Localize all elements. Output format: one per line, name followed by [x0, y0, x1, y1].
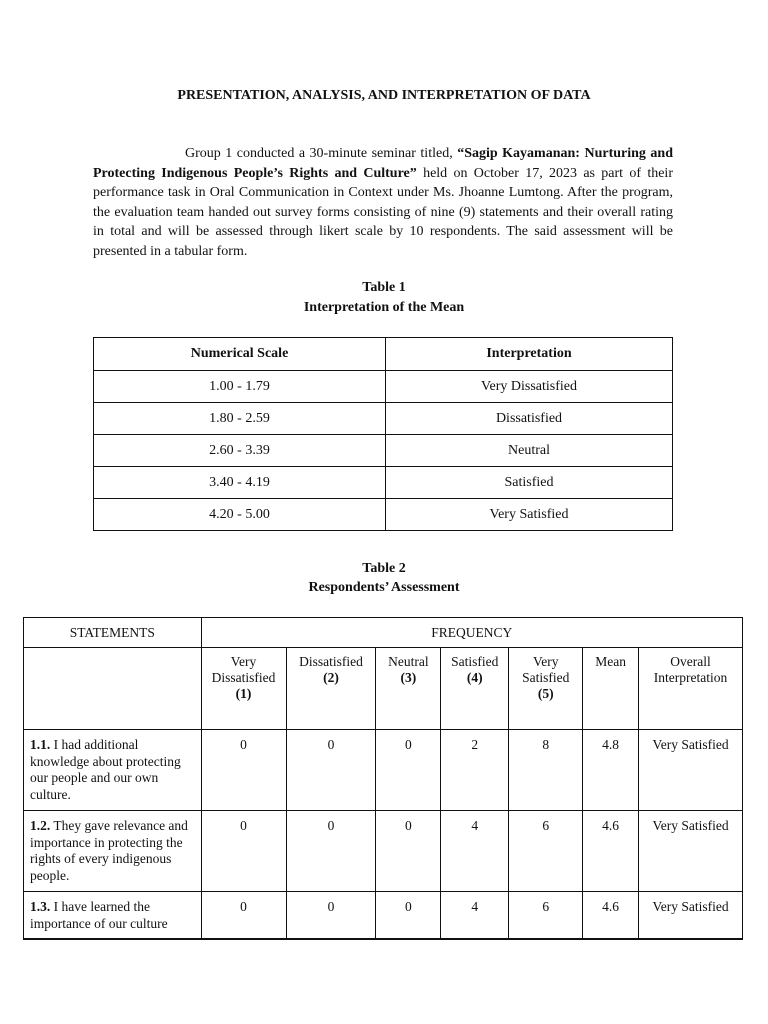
scale-cell: 1.00 - 1.79: [94, 371, 386, 403]
freq-very-dissatisfied: 0: [201, 730, 286, 811]
header-neutral: [376, 648, 441, 730]
column-label: Very Satisfied: [522, 654, 570, 685]
freq-very-dissatisfied: 0: [201, 811, 286, 892]
mean-interpretation-table: [93, 337, 673, 531]
table-header-row: [24, 618, 743, 648]
interpretation-cell: Very Dissatisfied: [386, 371, 673, 403]
interpretation-cell: Dissatisfied: [386, 403, 673, 435]
header-dissatisfied: [286, 648, 376, 730]
freq-neutral: 0: [376, 811, 441, 892]
header-frequency: FREQUENCY: [201, 618, 742, 648]
column-label: Neutral: [388, 654, 429, 669]
table-subheader-row: [24, 648, 743, 730]
respondents-assessment-table: [23, 617, 743, 940]
header-interpretation: Interpretation: [386, 338, 673, 371]
table1-caption-title: Interpretation of the Mean: [303, 300, 465, 315]
column-scale-number: (2): [323, 670, 339, 685]
table-row: [24, 811, 743, 892]
freq-dissatisfied: 0: [286, 892, 376, 940]
header-very-satisfied: [509, 648, 583, 730]
intro-paragraph: [93, 144, 673, 261]
table2-caption-number: Table 2: [362, 561, 406, 576]
column-scale-number: (3): [400, 670, 417, 685]
column-scale-number: (5): [537, 686, 554, 701]
header-numerical-scale: Numerical Scale: [94, 338, 386, 371]
table1-caption-number: Table 1: [362, 280, 406, 295]
scale-cell: 1.80 - 2.59: [94, 403, 386, 435]
interpretation-cell: Very Satisfied: [639, 892, 743, 940]
mean-cell: 4.8: [583, 730, 639, 811]
interpretation-cell: Very Satisfied: [639, 730, 743, 811]
header-very-dissatisfied: [201, 648, 286, 730]
table-row: [24, 730, 743, 811]
column-label: Dissatisfied: [299, 654, 363, 669]
table-row: [24, 892, 743, 940]
header-overall-interpretation: Overall Interpretation: [639, 648, 743, 730]
interpretation-cell: Very Satisfied: [386, 499, 673, 531]
header-satisfied: [441, 648, 509, 730]
freq-very-satisfied: 8: [509, 730, 583, 811]
column-scale-number: (4): [466, 670, 483, 685]
table-row: [94, 467, 673, 499]
scale-cell: 4.20 - 5.00: [94, 499, 386, 531]
table-row: [94, 435, 673, 467]
freq-satisfied: 4: [441, 811, 509, 892]
scale-cell: 3.40 - 4.19: [94, 467, 386, 499]
freq-very-dissatisfied: 0: [201, 892, 286, 940]
freq-very-satisfied: 6: [509, 811, 583, 892]
freq-dissatisfied: 0: [286, 811, 376, 892]
freq-neutral: 0: [376, 730, 441, 811]
freq-neutral: 0: [376, 892, 441, 940]
intro-text-before: Group 1 conducted a 30-minute seminar titled,: [185, 146, 458, 161]
interpretation-cell: Satisfied: [386, 467, 673, 499]
column-scale-number: (1): [235, 686, 252, 701]
freq-satisfied: 2: [441, 730, 509, 811]
statement-text: I had additional knowledge about protecting our people and our own culture.: [30, 737, 181, 802]
column-label: Satisfied: [451, 654, 499, 669]
column-label: Very Dissatisfied: [211, 654, 276, 685]
statement-text: I have learned the importance of our culture: [30, 899, 168, 931]
freq-dissatisfied: 0: [286, 730, 376, 811]
table-row: [94, 403, 673, 435]
header-mean: Mean: [583, 648, 639, 730]
statement-text: They gave relevance and importance in protecting the rights of every indigenous people.: [30, 818, 188, 883]
table-row: [94, 371, 673, 403]
table-header-row: [94, 338, 673, 371]
freq-satisfied: 4: [441, 892, 509, 940]
intro-text-after: held on October 17, 2023 as part of their performance task in Oral Communication in Context under Ms. Jhoanne Lumtong. After the program, the evaluation team handed out survey forms consisting of nine (9) statements and their overall rating in total and will be assessed through likert scale by 10 respondents. The said assessment will be presented in a tabular form.: [93, 165, 673, 259]
interpretation-cell: Very Satisfied: [639, 811, 743, 892]
statement-cell: [24, 892, 202, 940]
table-row: [94, 499, 673, 531]
section-heading: PRESENTATION, ANALYSIS, AND INTERPRETATION OF DATA: [177, 88, 591, 103]
statement-number: 1.2.: [30, 818, 51, 833]
freq-very-satisfied: 6: [509, 892, 583, 940]
statement-number: 1.1.: [30, 737, 51, 752]
header-empty-cell: [24, 648, 202, 730]
interpretation-cell: Neutral: [386, 435, 673, 467]
seminar-title: “Sagip Kayamanan: Nurturing and Protecting Indigenous People’s Rights and Culture”: [93, 146, 673, 181]
mean-cell: 4.6: [583, 892, 639, 940]
mean-cell: 4.6: [583, 811, 639, 892]
header-statements: STATEMENTS: [24, 618, 202, 648]
scale-cell: 2.60 - 3.39: [94, 435, 386, 467]
table2-caption-title: Respondents’ Assessment: [308, 580, 460, 595]
statement-cell: [24, 730, 202, 811]
statement-cell: [24, 811, 202, 892]
statement-number: 1.3.: [30, 899, 51, 914]
